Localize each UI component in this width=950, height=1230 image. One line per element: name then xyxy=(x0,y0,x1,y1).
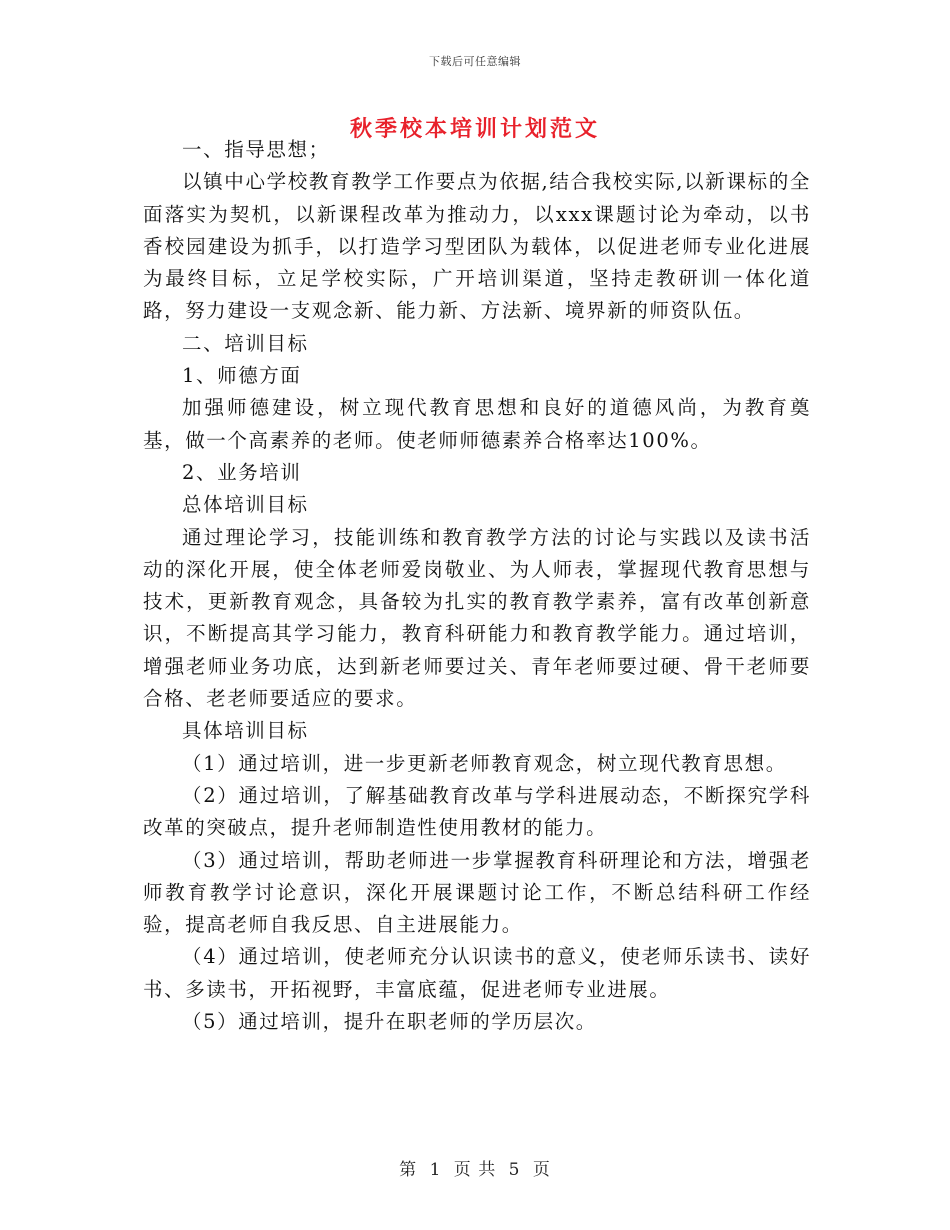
list-item-goal-2: （2）通过培训，了解基础教育改革与学科进展动态，不断探究学科改革的突破点，提升老师制造性使用教材的能力。 xyxy=(143,783,811,840)
document-title: 秋季校本培训计划范文 xyxy=(349,116,600,142)
header-note: 下载后可任意编辑 xyxy=(429,55,521,68)
subheading-ethics: 1、师德方面 xyxy=(182,364,302,388)
section-heading-training-goals: 二、培训目标 xyxy=(182,331,309,355)
page-total: 5 xyxy=(508,1160,521,1180)
list-item-goal-4: （4）通过培训，使老师充分认识读书的意义，使老师乐读书、读好书、多读书，开拓视野，丰富底蕴，促进老师专业进展。 xyxy=(143,945,811,1001)
section-heading-guiding-ideology: 一、指导思想； xyxy=(182,138,330,161)
page-number: 1 xyxy=(429,1160,442,1180)
list-item-goal-1: （1）通过培训，进一步更新老师教育观念，树立现代教育思想。 xyxy=(182,751,787,775)
subheading-specific-goals: 具体培训目标 xyxy=(182,719,309,743)
subheading-professional-training: 2、业务培训 xyxy=(182,460,302,484)
page-mid: 页 共 xyxy=(453,1160,497,1180)
subheading-overall-goals: 总体培训目标 xyxy=(182,493,309,517)
list-item-goal-5: （5）通过培训，提升在职老师的学历层次。 xyxy=(182,1010,597,1034)
paragraph-ethics: 加强师德建设，树立现代教育思想和良好的道德风尚，为教育奠基，做一个高素养的老师。使老师师德素养合格率达100%。 xyxy=(143,396,811,452)
page-footer xyxy=(0,1155,950,1180)
page-prefix: 第 xyxy=(399,1160,418,1180)
paragraph-guiding-ideology: 以镇中心学校教育教学工作要点为依据,结合我校实际,以新课标的全面落实为契机，以新课程改革为推动力，以xxx课题讨论为牵动，以书香校园建设为抓手，以打造学习型团队为载体，以促进老师专业化进展为最终目标，立足学校实际，广开培训渠道，坚持走教研训一体化道路，努力建设一支观念新、能力新、方法新、境界新的师资队伍。 xyxy=(143,170,811,323)
document-body xyxy=(143,134,811,1038)
page-suffix: 页 xyxy=(532,1160,551,1180)
paragraph-overall-goals: 通过理论学习，技能训练和教育教学方法的讨论与实践以及读书活动的深化开展，使全体老师爱岗敬业、为人师表，掌握现代教育思想与技术，更新教育观念，具备较为扎实的教育教学素养，富有改革创新意识，不断提高其学习能力，教育科研能力和教育教学能力。通过培训，增强老师业务功底，达到新老师要过关、青年老师要过硬、骨干老师要合格、老老师要适应的要求。 xyxy=(143,525,811,711)
list-item-goal-3: （3）通过培训，帮助老师进一步掌握教育科研理论和方法，增强老师教育教学讨论意识，深化开展课题讨论工作，不断总结科研工作经验，提高老师自我反思、自主进展能力。 xyxy=(143,848,811,937)
